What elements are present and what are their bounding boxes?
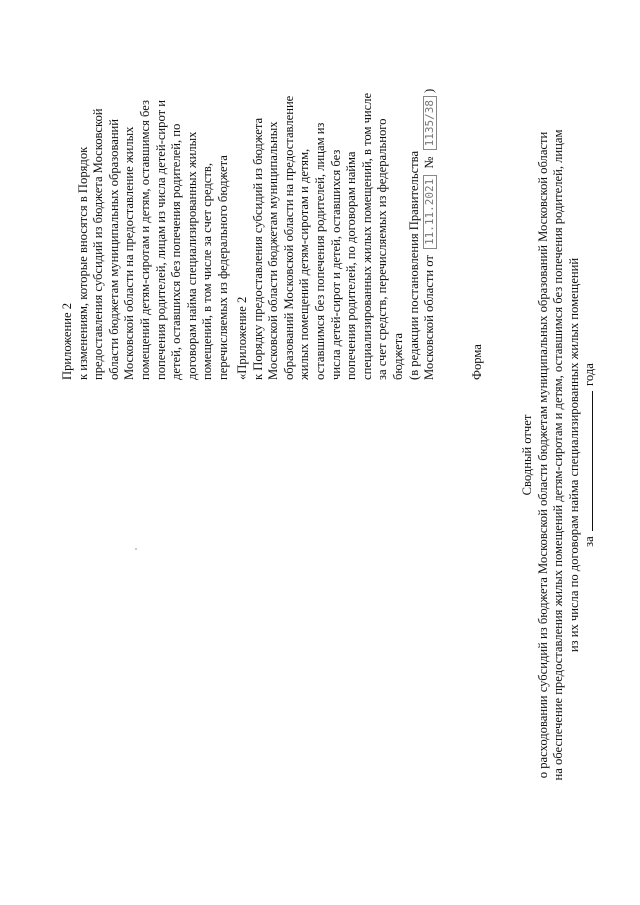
- number-sign: №: [422, 156, 437, 169]
- report-period-prefix: за: [582, 536, 597, 547]
- report-period-line: [582, 60, 598, 850]
- appendix-one-line: помещений детям-сиротам и детям, оставшимся без: [137, 100, 152, 380]
- resolution-date-stamp: 11.11.2021: [423, 175, 437, 249]
- appendix-one-line: Московской области на предоставление жилых: [122, 126, 137, 380]
- report-title: [520, 60, 598, 850]
- appendix-two-line: попечения родителей, по договорам найма: [344, 151, 359, 380]
- appendix-two-line: (в редакции постановления Правительства: [406, 150, 421, 380]
- appendix-one-line: попечения родителей, лицам из числа детей-сирот и: [153, 100, 168, 380]
- report-title-line: на обеспечение предоставления жилых помещений детям-сиротам и детям, оставшимся без попечения родителей, лицам: [551, 129, 566, 781]
- appendix-two-line: «Приложение 2: [235, 296, 249, 380]
- appendix-one-line: Приложение 2: [60, 302, 74, 380]
- appendix-two-line: Московской области бюджетам муниципальных: [266, 121, 281, 380]
- period-blank-field: [582, 391, 593, 531]
- resolution-number-stamp: 1135/38: [423, 96, 437, 150]
- appendix-two-line: оставшимся без попечения родителей, лицам из: [312, 122, 327, 380]
- resolution-reference-prefix: Московской области от: [422, 255, 437, 380]
- appendix-one-line: помещений, в том числе за счет средств,: [200, 163, 215, 380]
- scan-speck: [135, 548, 137, 550]
- appendix-one-line: договорам найма специализированных жилых: [184, 131, 199, 380]
- report-heading: Сводный отчет: [520, 414, 534, 496]
- appendix-two-line: специализированных жилых помещений, в том числе: [359, 92, 374, 380]
- appendix-one-line: области бюджетам муниципальных образований: [106, 118, 121, 380]
- appendix-two-line: числа детей-сирот и детей, оставшихся без: [328, 149, 343, 380]
- appendix-two-line: бюджета: [390, 333, 405, 380]
- resolution-reference-line: [422, 89, 438, 380]
- resolution-reference-suffix: ): [422, 88, 437, 94]
- rotated-document-page: [30, 60, 630, 850]
- report-period-suffix: года: [582, 363, 597, 386]
- report-title-line: о расходовании субсидий из бюджета Московской области бюджетам муниципальных образований Московской области: [535, 131, 550, 779]
- appendix-two-line: за счет средств, перечисляемых из федерального: [375, 118, 390, 380]
- appendix-one-line: предоставления субсидий из бюджета Московской: [91, 108, 106, 380]
- appendix-one-header: [60, 100, 232, 380]
- appendix-two-header: [235, 89, 438, 380]
- report-title-line: из их числа по договорам найма специализированных жилых помещений: [566, 257, 581, 653]
- appendix-two-line: жилых помещений детям-сиротам и детям,: [297, 148, 312, 380]
- appendix-one-line: перечисляемых из федерального бюджета: [215, 155, 230, 380]
- form-label: Форма: [470, 344, 484, 380]
- appendix-one-line: к изменениям, которые вносятся в Порядок: [75, 146, 90, 380]
- appendix-one-line: детей, оставшихся без попечения родителей, по: [169, 123, 184, 380]
- appendix-two-line: к Порядку предоставления субсидий из бюджета: [250, 117, 265, 380]
- appendix-two-line: образований Московской области на предоставление: [281, 95, 296, 380]
